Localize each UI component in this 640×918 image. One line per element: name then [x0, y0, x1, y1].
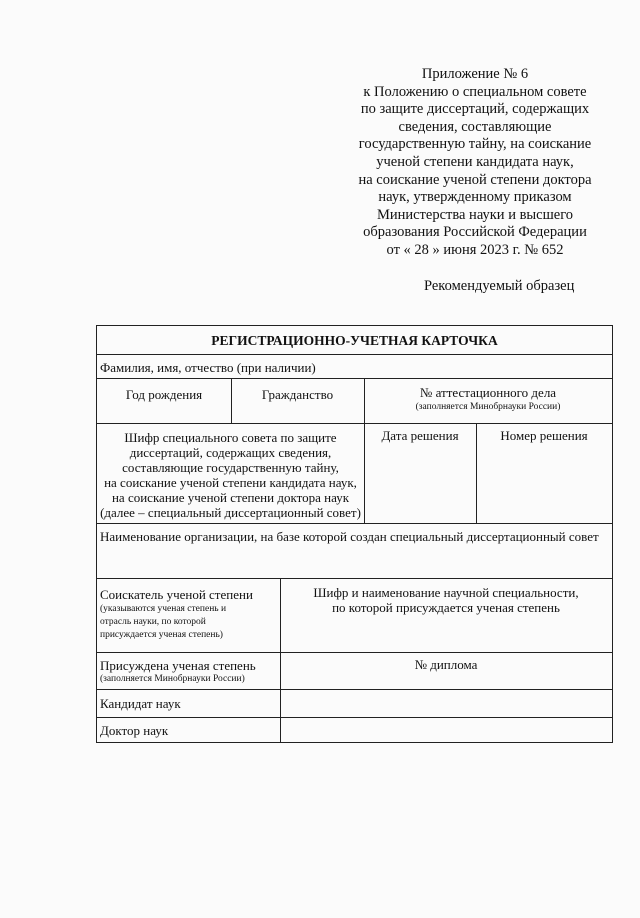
- organization-label: Наименование организации, на базе которой создан специальный диссертационный совет: [100, 529, 599, 544]
- header-line: к Положению о специальном совете: [363, 83, 587, 100]
- header-line: сведения, составляющие: [398, 118, 552, 135]
- birth-year-label: Год рождения: [125, 387, 203, 402]
- header-line: на соискание ученой степени доктора: [358, 171, 592, 188]
- header-line: наук, утвержденному приказом: [378, 189, 572, 206]
- decision-date-label: Дата решения: [381, 428, 459, 443]
- fio-label: Фамилия, имя, отчество (при наличии): [100, 360, 316, 375]
- council-code-line: составляющие государственную тайну,: [122, 460, 339, 475]
- applicant-note-line: (указываются ученая степень и: [100, 604, 227, 614]
- council-code-label: [97, 430, 364, 520]
- row-divider: [97, 578, 612, 579]
- specialty-line: по которой присуждается ученая степень: [332, 600, 560, 615]
- specialty-label: [280, 585, 612, 615]
- candidate-of-sciences-label: Кандидат наук: [100, 696, 181, 711]
- header-line: Министерства науки и высшего: [376, 206, 574, 223]
- applicant-note-line: присуждается ученая степень): [100, 630, 223, 640]
- header-line: Приложение № 6: [421, 66, 529, 82]
- council-code-line: (далее – специальный диссертационный совет): [100, 505, 361, 520]
- row-divider: [97, 423, 612, 424]
- specialty-line: Шифр и наименование научной специальности,: [313, 585, 579, 600]
- case-number-note: (заполняется Минобрнауки России): [415, 402, 561, 412]
- header-line: государственную тайну, на соискание: [358, 136, 592, 153]
- recommended-sample-label: Рекомендуемый образец: [424, 278, 575, 294]
- council-code-line: на соискание ученой степени кандидата наук,: [104, 475, 357, 490]
- header-line: образования Российской Федерации: [363, 224, 587, 241]
- registration-card: [96, 325, 613, 743]
- council-code-line: диссертаций, содержащих сведения,: [129, 445, 332, 460]
- row-divider: [97, 652, 612, 653]
- awarded-degree-note: (заполняется Минобрнауки России): [100, 674, 245, 684]
- applicant-label: Соискатель ученой степени: [100, 587, 253, 602]
- citizenship-label: Гражданство: [261, 387, 334, 402]
- applicant-note-line: отрасль науки, по которой: [100, 617, 206, 627]
- case-number-label: № аттестационного дела: [419, 385, 557, 400]
- doctor-of-sciences-label: Доктор наук: [100, 723, 169, 738]
- header-line: по защите диссертаций, содержащих: [360, 101, 590, 118]
- row-divider: [97, 354, 612, 355]
- row-divider: [97, 689, 612, 690]
- decision-number-label: Номер решения: [500, 428, 588, 443]
- row-divider: [97, 523, 612, 524]
- awarded-degree-label: Присуждена ученая степень: [100, 658, 256, 673]
- row-divider: [97, 378, 612, 379]
- appendix-header: [340, 66, 610, 260]
- card-title: РЕГИСТРАЦИОННО-УЧЕТНАЯ КАРТОЧКА: [211, 333, 498, 348]
- council-code-line: на соискание ученой степени доктора наук: [111, 490, 350, 505]
- diploma-number-label: № диплома: [414, 657, 478, 672]
- header-line: от « 28 » июня 2023 г. № 652: [386, 241, 564, 258]
- applicant-note: [100, 603, 226, 642]
- row-divider: [97, 717, 612, 718]
- council-code-line: Шифр специального совета по защите: [124, 430, 337, 445]
- header-line: ученой степени кандидата наук,: [376, 153, 574, 170]
